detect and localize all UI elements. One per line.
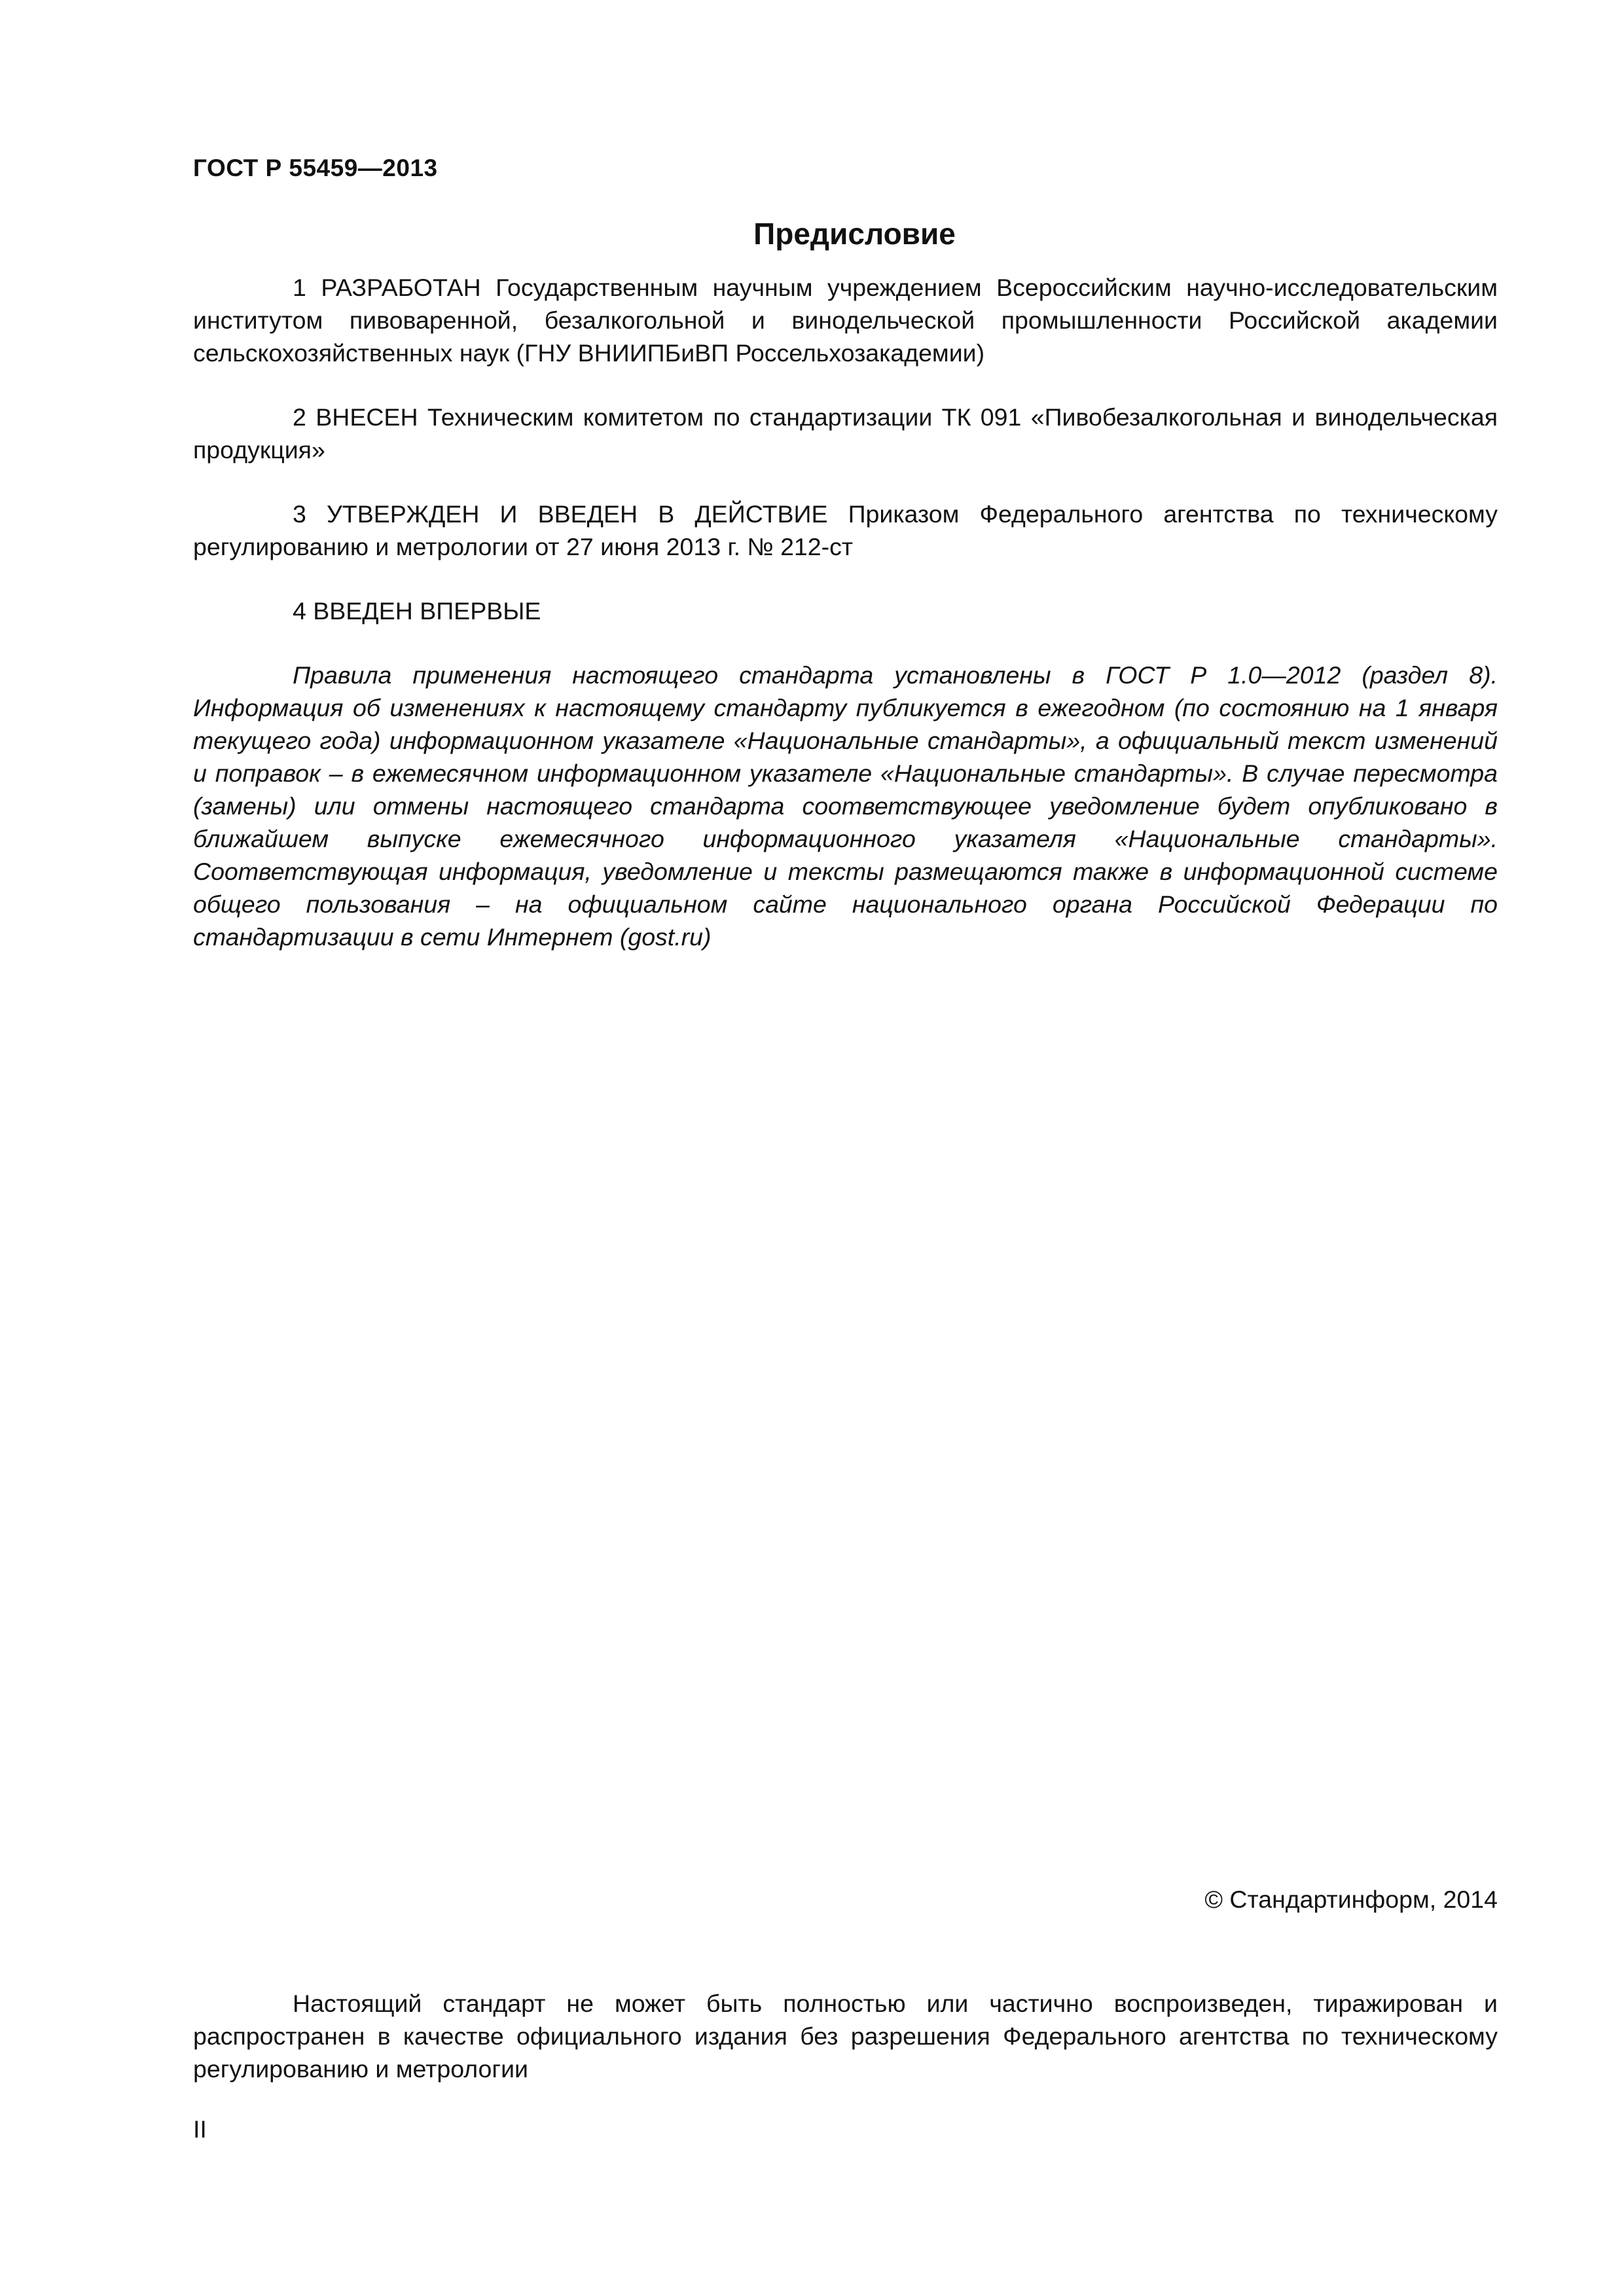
foreword-content xyxy=(193,271,1498,985)
foreword-title: Предисловие xyxy=(753,217,956,251)
foreword-item-introduced: 4 ВВЕДЕН ВПЕРВЫЕ xyxy=(293,597,541,625)
copyright-line: © Стандартинформ, 2014 xyxy=(1204,1886,1498,1913)
foreword-rules-note: Правила применения настоящего стандарта установлены в ГОСТ Р 1.0—2012 (раздел 8). Информация об изменениях к настоящему стандарту публикуется в ежегодном (по состоянию на 1 января текущего года) информационном указателе «Национальные стандарты», а официальный текст изменений и поправок – в ежемесячном информационном указателе «Национальные стандарты». В случае пересмотра (замены) или отмены настоящего стандарта соответствующее уведомление будет опубликовано в ближайшем выпуске ежемесячного информационного указателя «Национальные стандарты». Соответствующая информация, уведомление и тексты размещаются также в информационной системе общего пользования – на официальном сайте национального органа Российской Федерации по стандартизации в сети Интернет (gost.ru) xyxy=(193,661,1498,951)
document-code: ГОСТ Р 55459—2013 xyxy=(193,155,438,181)
reproduction-notice: Настоящий стандарт не может быть полностью или частично воспроизведен, тиражирован и распространен в качестве официального издания без разрешения Федерального агентства по техническому регулированию и метрологии xyxy=(193,1990,1498,2083)
foreword-item-developed: 1 РАЗРАБОТАН Государственным научным учреждением Всероссийским научно-исследовательским институтом пивоваренной, безалкогольной и винодельческой промышленности Российской академии сельскохозяйственных наук (ГНУ ВНИИПБиВП Россельхозакадемии) xyxy=(193,274,1498,367)
foreword-item-approved: 3 УТВЕРЖДЕН И ВВЕДЕН В ДЕЙСТВИЕ Приказом Федерального агентства по техническому регулированию и метрологии от 27 июня 2013 г. № 212-ст xyxy=(193,500,1498,560)
foreword-item-submitted: 2 ВНЕСЕН Техническим комитетом по стандартизации ТК 091 «Пивобезалкогольная и винодельческая продукция» xyxy=(193,403,1498,464)
page-number: II xyxy=(193,2115,207,2143)
